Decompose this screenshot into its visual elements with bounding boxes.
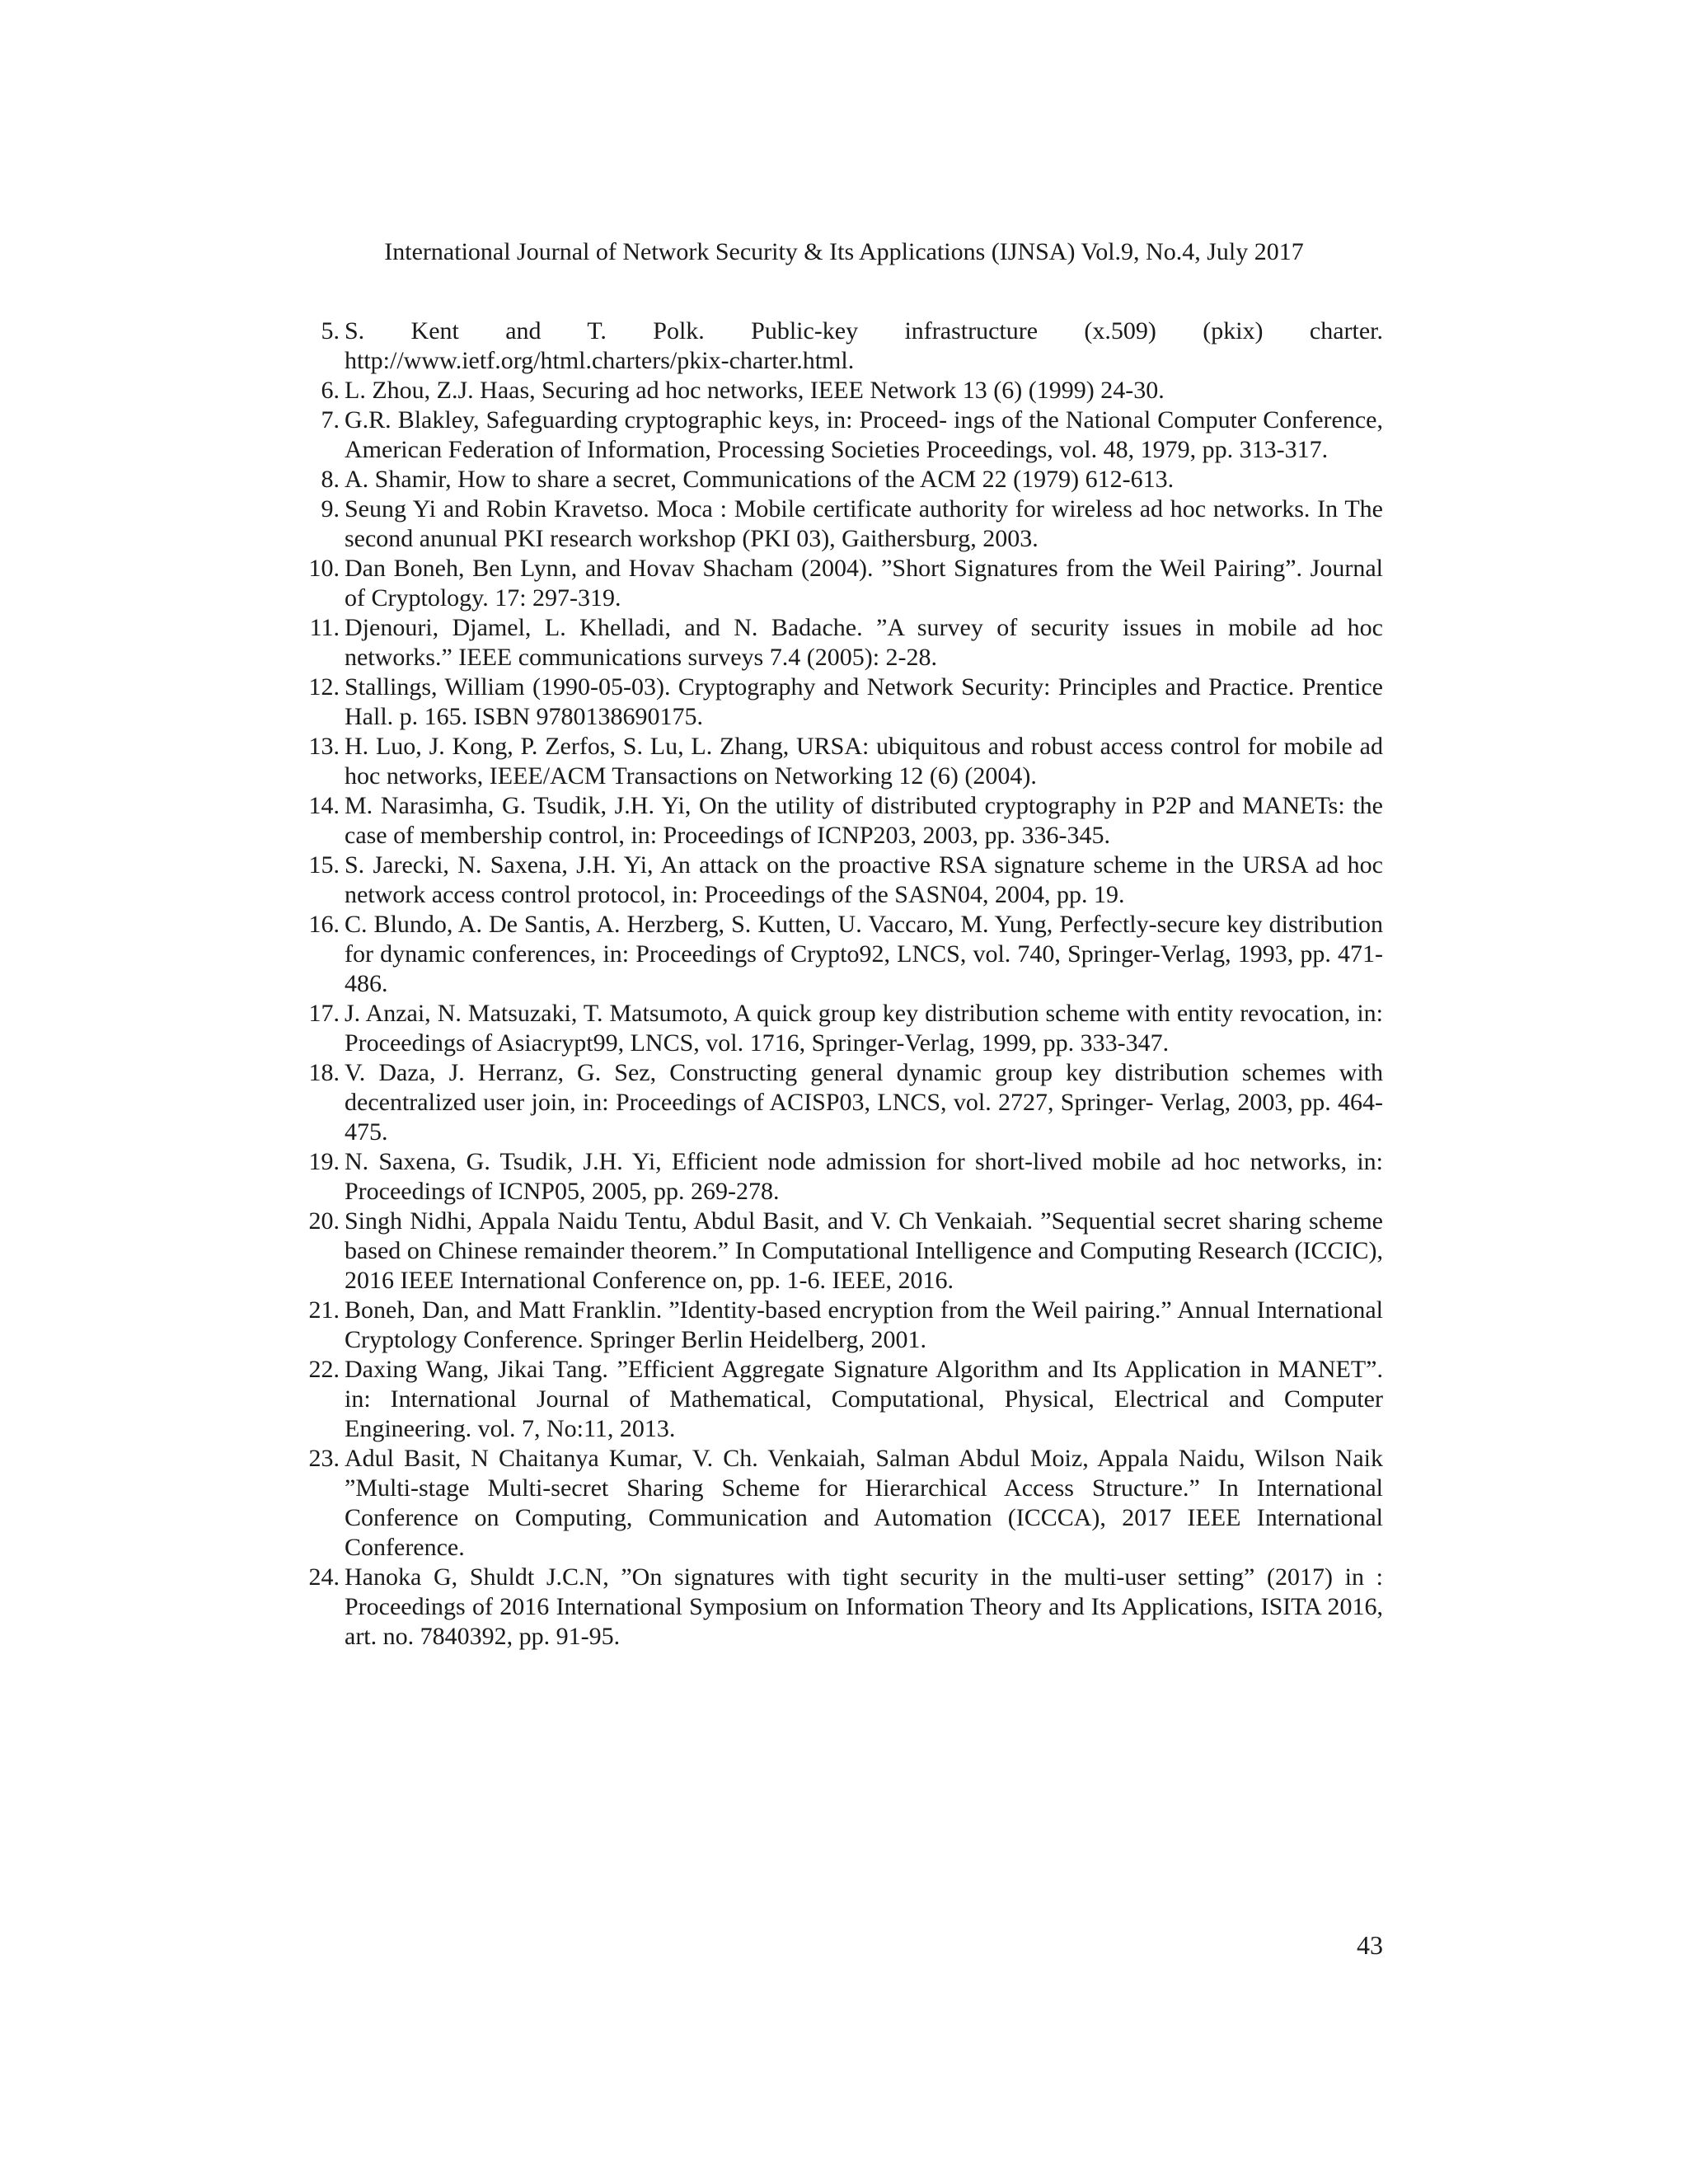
reference-number: 16. [308, 911, 340, 938]
reference-number: 12. [308, 673, 340, 701]
reference-item [308, 376, 1383, 405]
reference-item [308, 1296, 1383, 1355]
reference-text: C. Blundo, A. De Santis, A. Herzberg, S. Kutten, U. Vaccaro, M. Yung, Perfectly-secure key distribution for dynamic conferences, in: Proceedings of Crypto92, LNCS, vol. 740, Springer-Verlag, 1993, pp. 471-486. [345, 911, 1383, 997]
reference-number: 24. [308, 1563, 340, 1591]
reference-number: 17. [308, 1000, 340, 1027]
reference-text: Adul Basit, N Chaitanya Kumar, V. Ch. Venkaiah, Salman Abdul Moiz, Appala Naidu, Wilson Naik ”Multi-stage Multi-secret Sharing Scheme for Hierarchical Access Structure.” In International Conference on Computing, Communication and Automation (ICCCA), 2017 IEEE International Conference. [345, 1445, 1383, 1561]
reference-item [308, 791, 1383, 851]
reference-text: A. Shamir, How to share a secret, Communications of the ACM 22 (1979) 612-613. [345, 466, 1175, 493]
reference-number: 7. [321, 406, 340, 434]
reference-number: 14. [308, 792, 340, 819]
reference-text: Daxing Wang, Jikai Tang. ”Efficient Aggregate Signature Algorithm and Its Application in MANET”. in: International Journal of Mathematical, Computational, Physical, Electrical and Computer Engineering. vol. 7, No:11, 2013. [345, 1356, 1383, 1442]
reference-item [308, 999, 1383, 1058]
reference-text: Stallings, William (1990-05-03). Cryptography and Network Security: Principles and Practice. Prentice Hall. p. 165. ISBN 9780138690175. [345, 673, 1383, 730]
reference-number: 19. [308, 1148, 340, 1175]
reference-number: 10. [308, 555, 340, 582]
reference-item [308, 1563, 1383, 1652]
reference-text: S. Jarecki, N. Saxena, J.H. Yi, An attack on the proactive RSA signature scheme in the URSA ad hoc network access control protocol, in: Proceedings of the SASN04, 2004, pp. 19. [345, 851, 1383, 908]
reference-number: 11. [309, 614, 340, 641]
reference-item [308, 494, 1383, 554]
reference-text: J. Anzai, N. Matsuzaki, T. Matsumoto, A quick group key distribution scheme with entity revocation, in: Proceedings of Asiacrypt99, LNCS, vol. 1716, Springer-Verlag, 1999, pp. 333-347. [345, 1000, 1383, 1057]
reference-text: H. Luo, J. Kong, P. Zerfos, S. Lu, L. Zhang, URSA: ubiquitous and robust access control for mobile ad hoc networks, IEEE/ACM Transactions on Networking 12 (6) (2004). [345, 733, 1383, 790]
reference-text: Djenouri, Djamel, L. Khelladi, and N. Badache. ”A survey of security issues in mobile ad hoc networks.” IEEE communications surveys 7.4 (2005): 2-28. [345, 614, 1383, 671]
reference-number: 6. [321, 377, 340, 404]
reference-text: L. Zhou, Z.J. Haas, Securing ad hoc networks, IEEE Network 13 (6) (1999) 24-30. [345, 377, 1165, 404]
reference-number: 9. [321, 495, 340, 523]
reference-item [308, 405, 1383, 465]
reference-list [308, 316, 1383, 1652]
reference-item [308, 1147, 1383, 1207]
page-number: 43 [1357, 1930, 1383, 1960]
reference-text: Seung Yi and Robin Kravetso. Moca : Mobile certificate authority for wireless ad hoc networks. In The second anunual PKI research workshop (PKI 03), Gaithersburg, 2003. [345, 495, 1383, 552]
reference-item [308, 316, 1383, 376]
reference-item [308, 613, 1383, 673]
reference-number: 18. [308, 1059, 340, 1086]
reference-number: 13. [308, 733, 340, 760]
reference-number: 22. [308, 1356, 340, 1383]
reference-text: V. Daza, J. Herranz, G. Sez, Constructing general dynamic group key distribution schemes with decentralized user join, in: Proceedings of ACISP03, LNCS, vol. 2727, Springer- Verlag, 2003, pp. 464-475. [345, 1059, 1383, 1146]
reference-item [308, 732, 1383, 791]
reference-text: S. Kent and T. Polk. Public-key infrastructure (x.509) (pkix) charter. http://www.ietf.org/html.charters/pkix-charter.html. [345, 317, 1383, 374]
reference-text: Dan Boneh, Ben Lynn, and Hovav Shacham (2004). ”Short Signatures from the Weil Pairing”. Journal of Cryptology. 17: 297-319. [345, 555, 1383, 612]
reference-item [308, 673, 1383, 732]
reference-item [308, 1444, 1383, 1563]
reference-number: 21. [308, 1296, 340, 1324]
reference-text: M. Narasimha, G. Tsudik, J.H. Yi, On the utility of distributed cryptography in P2P and MANETs: the case of membership control, in: Proceedings of ICNP203, 2003, pp. 336-345. [345, 792, 1383, 849]
reference-item [308, 554, 1383, 613]
reference-item [308, 1058, 1383, 1147]
reference-item [308, 851, 1383, 910]
reference-number: 15. [308, 851, 340, 879]
reference-number: 20. [308, 1207, 340, 1235]
reference-item [308, 1355, 1383, 1444]
reference-item [308, 465, 1383, 494]
reference-text: Singh Nidhi, Appala Naidu Tentu, Abdul Basit, and V. Ch Venkaiah. ”Sequential secret sharing scheme based on Chinese remainder theorem.” In Computational Intelligence and Computing Research (ICCIC), 2016 IEEE International Conference on, pp. 1-6. IEEE, 2016. [345, 1207, 1383, 1294]
running-header: International Journal of Network Security & Its Applications (IJNSA) Vol.9, No.4, July 2017 [384, 238, 1304, 265]
reference-text: Boneh, Dan, and Matt Franklin. ”Identity-based encryption from the Weil pairing.” Annual International Cryptology Conference. Springer Berlin Heidelberg, 2001. [345, 1296, 1383, 1353]
reference-number: 5. [321, 317, 340, 344]
reference-text: Hanoka G, Shuldt J.C.N, ”On signatures with tight security in the multi-user setting” (2017) in : Proceedings of 2016 International Symposium on Information Theory and Its Applications, ISITA 2016, art. no. 7840392, pp. 91-95. [345, 1563, 1383, 1650]
reference-item [308, 1207, 1383, 1296]
reference-item [308, 910, 1383, 999]
reference-number: 23. [308, 1445, 340, 1472]
reference-number: 8. [321, 466, 340, 493]
reference-text: G.R. Blakley, Safeguarding cryptographic keys, in: Proceed- ings of the National Computer Conference, American Federation of Information, Processing Societies Proceedings, vol. 48, 1979, pp. 313-317. [345, 406, 1383, 463]
reference-text: N. Saxena, G. Tsudik, J.H. Yi, Efficient node admission for short-lived mobile ad hoc networks, in: Proceedings of ICNP05, 2005, pp. 269-278. [345, 1148, 1383, 1205]
